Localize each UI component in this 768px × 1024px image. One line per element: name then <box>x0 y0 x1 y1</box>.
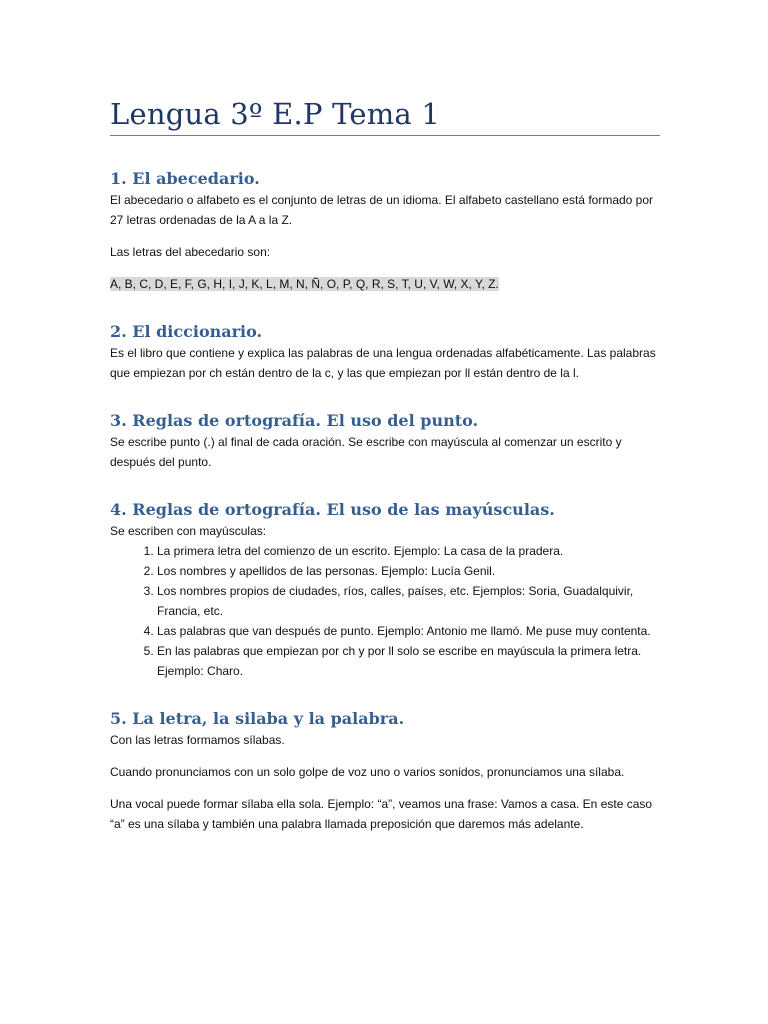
section-diccionario <box>110 321 660 383</box>
paragraph: Las letras del abecedario son: <box>110 245 271 259</box>
list-item: 4. Las palabras que van después de punto. Ejemplo: Antonio me llamó. Me puse muy contenta. <box>157 621 660 641</box>
paragraph: Se escribe punto (.) al final de cada oración. Se escribe con mayúscula al comenzar un escrito y después del punto. <box>110 435 622 469</box>
list-item: 5. En las palabras que empiezan por ch y por ll solo se escribe en mayúscula la primera letra. Ejemplo: Charo. <box>157 641 660 681</box>
alphabet-highlight: A, B, C, D, E, F, G, H, I, J, K, L, M, N, Ñ, O, P, Q, R, S, T, U, V, W, X, Y, Z. <box>110 277 499 291</box>
paragraph: Con las letras formamos sílabas. <box>110 733 285 747</box>
paragraph: Es el libro que contiene y explica las palabras de una lengua ordenadas alfabéticamente. Las palabras que empiezan por ch están dentro de la c, y las que empiezan por ll están dentro de la l. <box>110 346 656 380</box>
numbered-list <box>110 541 660 681</box>
document-title: Lengua 3º E.P Tema 1 <box>110 97 440 131</box>
list-item: 1. La primera letra del comienzo de un escrito. Ejemplo: La casa de la pradera. <box>157 541 660 561</box>
section-heading: 4. Reglas de ortografía. El uso de las mayúsculas. <box>110 500 555 519</box>
section-heading: 5. La letra, la silaba y la palabra. <box>110 709 405 728</box>
title-underline <box>110 135 660 136</box>
section-letra-silaba-palabra <box>110 708 660 834</box>
section-heading: 3. Reglas de ortografía. El uso del punto. <box>110 411 479 430</box>
section-abecedario <box>110 168 660 294</box>
list-item: 3. Los nombres propios de ciudades, ríos, calles, países, etc. Ejemplos: Soria, Guadalquivir, Francia, etc. <box>157 581 660 621</box>
section-uso-mayusculas <box>110 499 660 681</box>
document-page <box>110 95 660 834</box>
list-item: 2. Los nombres y apellidos de las personas. Ejemplo: Lucía Genil. <box>157 561 660 581</box>
section-heading: 2. El diccionario. <box>110 322 263 341</box>
paragraph: Cuando pronunciamos con un solo golpe de voz uno o varios sonidos, pronunciamos una sílaba. <box>110 765 625 779</box>
paragraph: Una vocal puede formar sílaba ella sola. Ejemplo: “a”, veamos una frase: Vamos a casa. En este caso “a” es una sílaba y también una palabra llamada preposición que daremos más adelante. <box>110 797 653 831</box>
alphabet-line <box>110 274 660 294</box>
paragraph: Se escriben con mayúsculas: <box>110 524 267 538</box>
section-uso-punto <box>110 410 660 472</box>
section-heading: 1. El abecedario. <box>110 169 260 188</box>
paragraph: El abecedario o alfabeto es el conjunto de letras de un idioma. El alfabeto castellano está formado por 27 letras ordenadas de la A a la Z. <box>110 193 654 227</box>
